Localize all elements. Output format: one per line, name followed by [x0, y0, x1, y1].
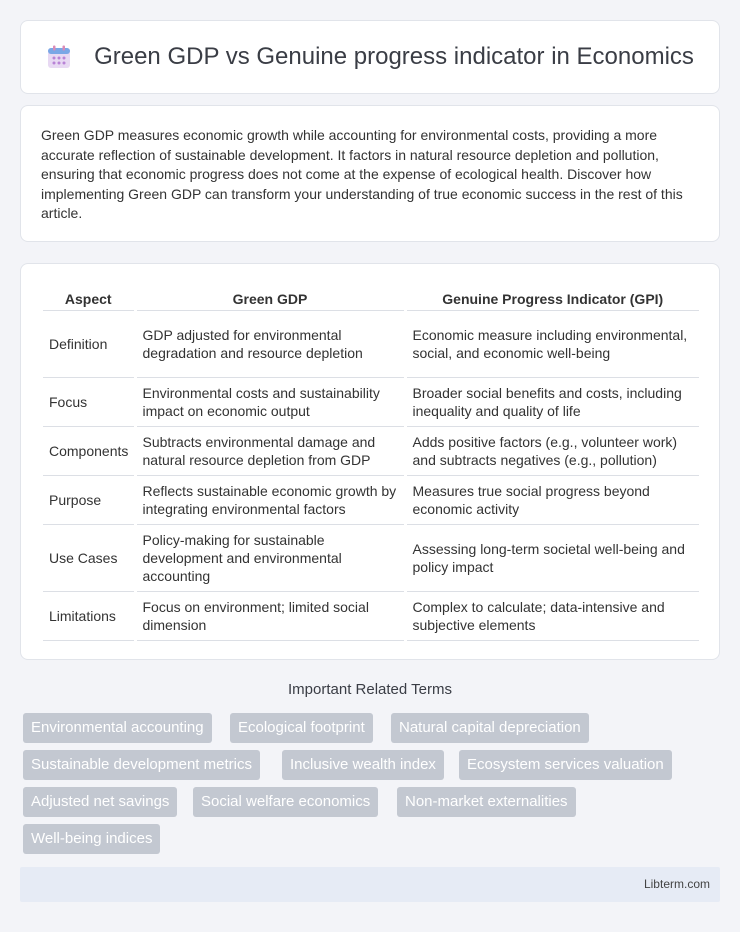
row-aspect: Use Cases	[43, 524, 135, 591]
related-term-tag[interactable]: Environmental accounting	[23, 713, 212, 743]
table-row	[43, 377, 699, 426]
page-title: Green GDP vs Genuine progress indicator in Economics	[94, 43, 694, 70]
related-term-tag[interactable]: Inclusive wealth index	[282, 750, 444, 780]
row-aspect: Limitations	[43, 591, 135, 640]
row-gpi: Complex to calculate; data-intensive and subjective elements	[405, 591, 699, 640]
row-green-gdp: Environmental costs and sustainability impact on economic output	[135, 377, 405, 426]
related-term-tag[interactable]: Ecological footprint	[230, 713, 373, 743]
row-gpi: Adds positive factors (e.g., volunteer work) and subtracts negatives (e.g., pollution)	[405, 426, 699, 475]
table-row	[43, 310, 699, 377]
row-aspect: Definition	[43, 310, 135, 377]
table-row	[43, 591, 699, 640]
row-gpi: Assessing long-term societal well-being and policy impact	[405, 524, 699, 591]
table-header-row	[43, 284, 699, 310]
row-aspect: Focus	[43, 377, 135, 426]
table-row	[43, 524, 699, 591]
calendar-icon	[46, 44, 72, 70]
related-term-tag[interactable]: Sustainable development metrics	[23, 750, 260, 780]
intro-card	[20, 105, 720, 242]
table-row	[43, 426, 699, 475]
row-green-gdp: Reflects sustainable economic growth by integrating environmental factors	[135, 475, 405, 524]
row-green-gdp: Policy-making for sustainable development and environmental accounting	[135, 524, 405, 591]
row-green-gdp: Subtracts environmental damage and natural resource depletion from GDP	[135, 426, 405, 475]
row-gpi: Measures true social progress beyond economic activity	[405, 475, 699, 524]
footer	[20, 867, 720, 902]
related-term-tag[interactable]: Social welfare economics	[193, 787, 378, 817]
related-terms-title: Important Related Terms	[288, 681, 452, 698]
table-row	[43, 475, 699, 524]
intro-paragraph: Green GDP measures economic growth while accounting for environmental costs, providing a more accurate reflection of sustainable development. It factors in natural resource depletion and pollution, ensuring that economic progress does not come at the expense of ecological health. Discover how implementing Green GDP can transform your understanding of true economic success in the rest of this article.	[41, 127, 683, 222]
related-term-tag[interactable]: Adjusted net savings	[23, 787, 177, 817]
row-green-gdp: GDP adjusted for environmental degradation and resource depletion	[135, 310, 405, 377]
comparison-table	[43, 284, 699, 641]
header-green-gdp: Green GDP	[135, 284, 405, 310]
header-card	[20, 20, 720, 94]
footer-site-link[interactable]: Libterm.com	[643, 877, 710, 891]
header-aspect: Aspect	[43, 284, 135, 310]
row-gpi: Economic measure including environmental, social, and economic well-being	[405, 310, 699, 377]
row-aspect: Components	[43, 426, 135, 475]
comparison-table-card	[20, 263, 720, 660]
related-term-tag[interactable]: Natural capital depreciation	[391, 713, 589, 743]
row-green-gdp: Focus on environment; limited social dimension	[135, 591, 405, 640]
row-gpi: Broader social benefits and costs, including inequality and quality of life	[405, 377, 699, 426]
header-gpi: Genuine Progress Indicator (GPI)	[405, 284, 699, 310]
row-aspect: Purpose	[43, 475, 135, 524]
related-term-tag[interactable]: Non-market externalities	[397, 787, 576, 817]
related-term-tag[interactable]: Well-being indices	[23, 824, 160, 854]
related-term-tag[interactable]: Ecosystem services valuation	[459, 750, 672, 780]
